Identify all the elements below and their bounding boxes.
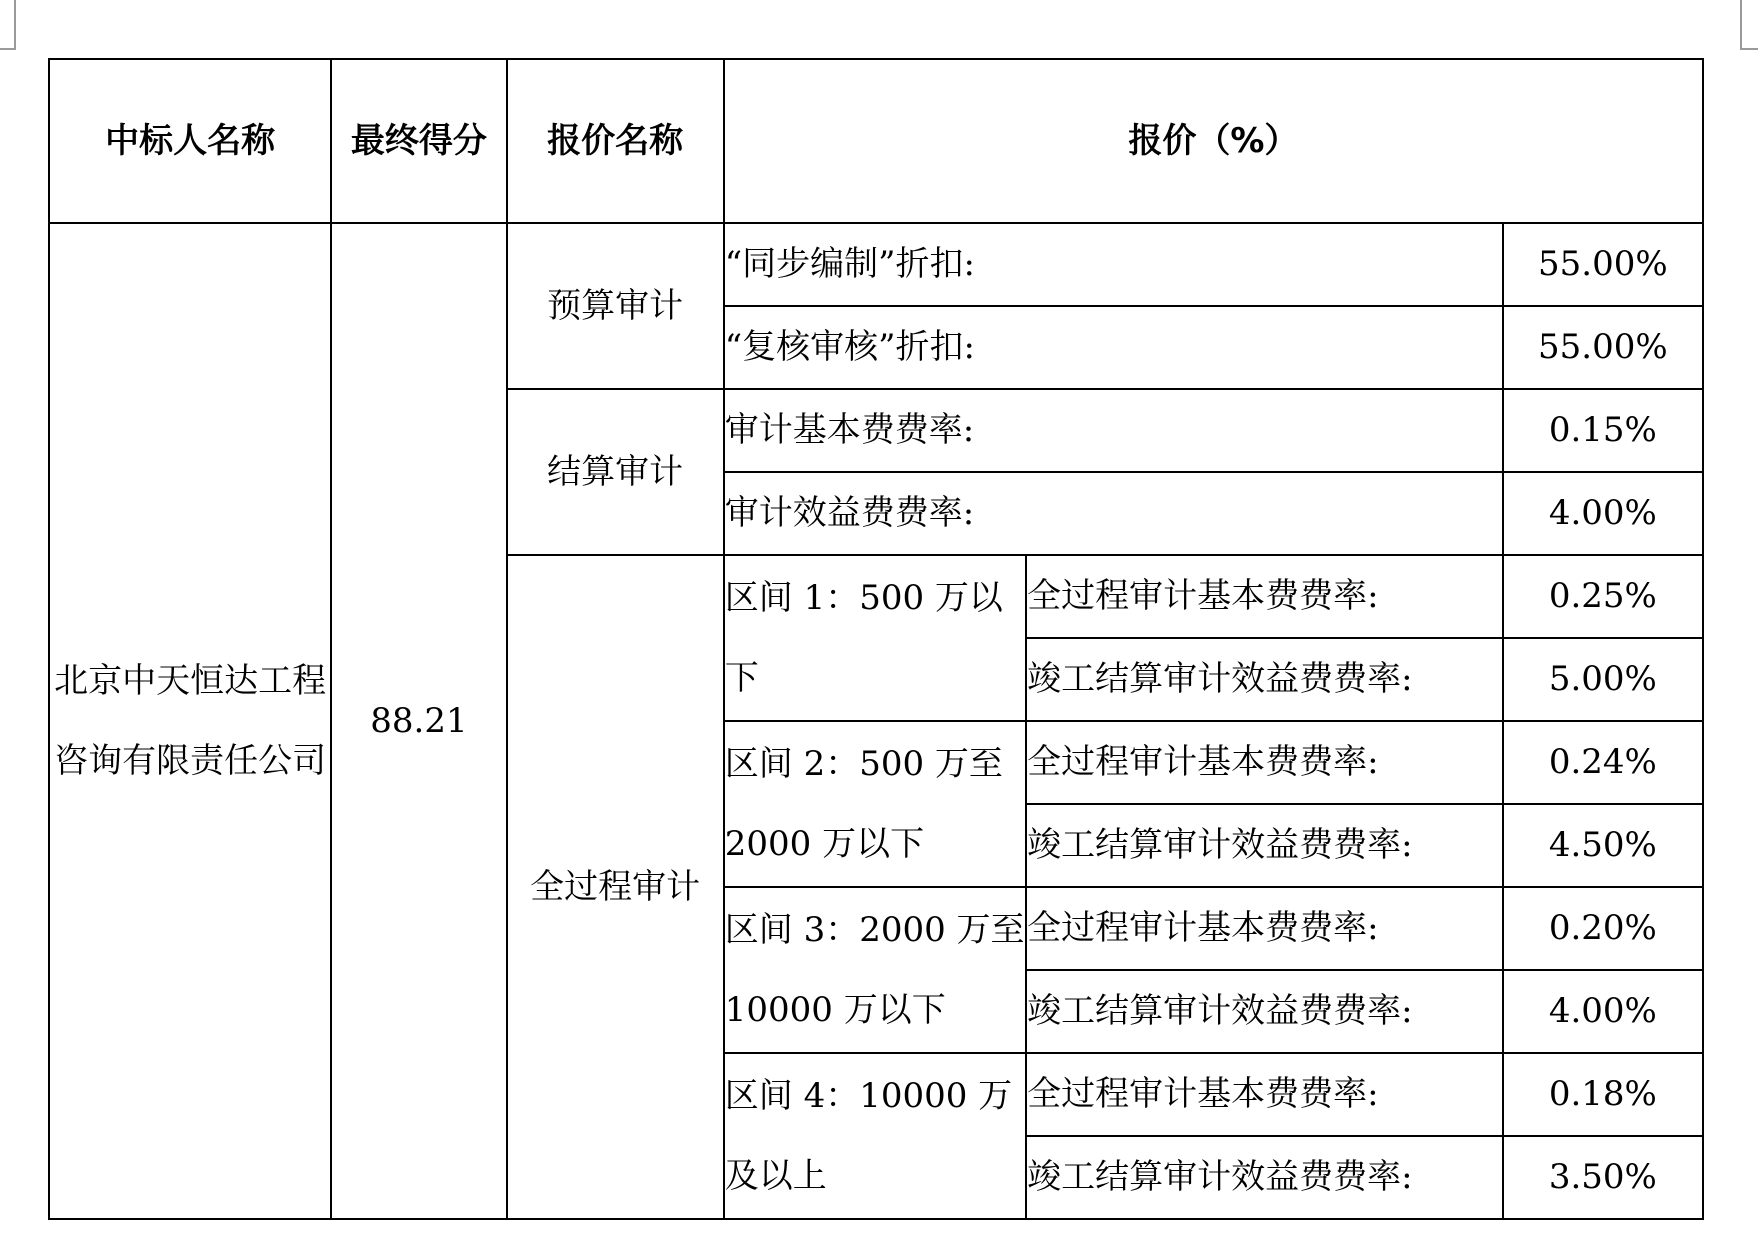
range-1-basic-item: 全过程审计基本费费率: xyxy=(1026,555,1503,638)
budget-sync-value: 55.00% xyxy=(1503,223,1703,306)
table-row xyxy=(49,223,1703,306)
range-2-basic-item: 全过程审计基本费费率: xyxy=(1026,721,1503,804)
settlement-benefit-item: 审计效益费费率: xyxy=(724,472,1503,555)
budget-review-value: 55.00% xyxy=(1503,306,1703,389)
range-4-basic-value: 0.18% xyxy=(1503,1053,1703,1136)
range-2-basic-value: 0.24% xyxy=(1503,721,1703,804)
range-2-benefit-value: 4.50% xyxy=(1503,804,1703,887)
range-3-label: 区间 3：2000 万至 10000 万以下 xyxy=(724,887,1026,1053)
full-process-audit-label: 全过程审计 xyxy=(507,555,724,1219)
range-1-basic-value: 0.25% xyxy=(1503,555,1703,638)
bid-result-table xyxy=(48,58,1704,1220)
range-3-benefit-value: 4.00% xyxy=(1503,970,1703,1053)
budget-audit-label: 预算审计 xyxy=(507,223,724,389)
page-corner-mark-left xyxy=(0,0,16,50)
range-2-benefit-item: 竣工结算审计效益费费率: xyxy=(1026,804,1503,887)
range-4-label: 区间 4：10000 万及以上 xyxy=(724,1053,1026,1219)
budget-review-item: “复核审核”折扣: xyxy=(724,306,1503,389)
settlement-basic-value: 0.15% xyxy=(1503,389,1703,472)
range-1-benefit-value: 5.00% xyxy=(1503,638,1703,721)
settlement-audit-label: 结算审计 xyxy=(507,389,724,555)
header-quote: 报价（%） xyxy=(724,59,1703,223)
range-4-benefit-value: 3.50% xyxy=(1503,1136,1703,1219)
header-row xyxy=(49,59,1703,223)
settlement-benefit-value: 4.00% xyxy=(1503,472,1703,555)
range-1-benefit-item: 竣工结算审计效益费费率: xyxy=(1026,638,1503,721)
range-4-benefit-item: 竣工结算审计效益费费率: xyxy=(1026,1136,1503,1219)
header-winner-name: 中标人名称 xyxy=(49,59,331,223)
header-final-score: 最终得分 xyxy=(331,59,506,223)
final-score: 88.21 xyxy=(331,223,506,1219)
range-3-benefit-item: 竣工结算审计效益费费率: xyxy=(1026,970,1503,1053)
range-1-label: 区间 1：500 万以下 xyxy=(724,555,1026,721)
range-2-label: 区间 2：500 万至 2000 万以下 xyxy=(724,721,1026,887)
page-corner-mark-right xyxy=(1740,0,1758,50)
budget-sync-item: “同步编制”折扣: xyxy=(724,223,1503,306)
settlement-basic-item: 审计基本费费率: xyxy=(724,389,1503,472)
header-quote-name: 报价名称 xyxy=(507,59,724,223)
winner-name: 北京中天恒达工程咨询有限责任公司 xyxy=(49,223,331,1219)
range-3-basic-value: 0.20% xyxy=(1503,887,1703,970)
range-3-basic-item: 全过程审计基本费费率: xyxy=(1026,887,1503,970)
range-4-basic-item: 全过程审计基本费费率: xyxy=(1026,1053,1503,1136)
